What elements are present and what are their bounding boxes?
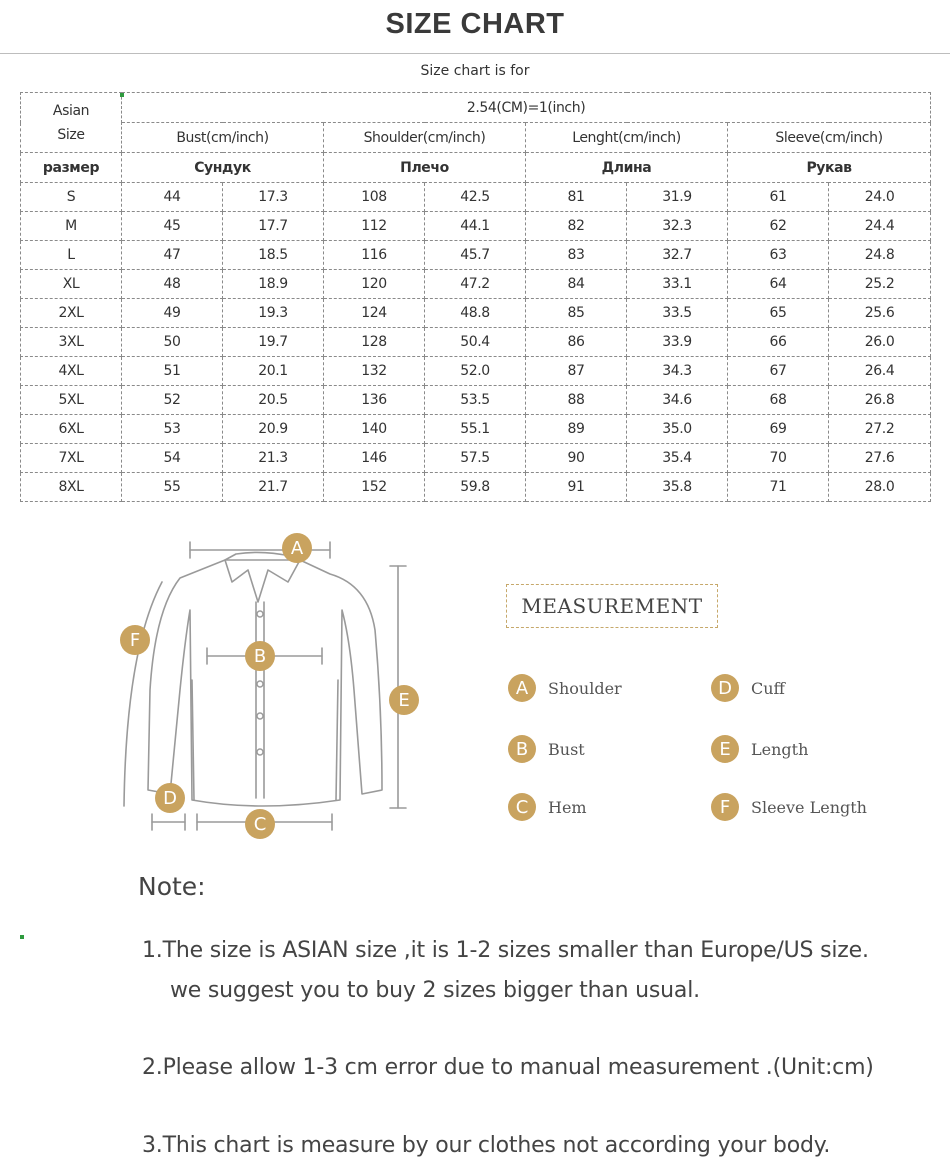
legend-label-hem: Hem <box>548 797 587 817</box>
value-cell: 69 <box>728 415 829 444</box>
value-cell: 85 <box>526 299 627 328</box>
value-cell: 55 <box>122 473 223 502</box>
value-cell: 19.7 <box>223 328 324 357</box>
value-cell: 24.8 <box>829 241 931 270</box>
value-cell: 24.4 <box>829 212 931 241</box>
legend-letter-f: F <box>711 793 739 821</box>
value-cell: 20.9 <box>223 415 324 444</box>
svg-text:A: A <box>290 538 304 559</box>
measurement-title: MEASUREMENT <box>506 584 718 628</box>
asian-size-header <box>21 93 122 153</box>
legend-letter-d: D <box>711 674 739 702</box>
table-header-row <box>21 93 931 123</box>
value-cell: 35.4 <box>627 444 728 473</box>
value-cell: 47.2 <box>425 270 526 299</box>
value-cell: 25.6 <box>829 299 931 328</box>
value-cell: 48 <box>122 270 223 299</box>
column-header-bust: Bust(cm/inch) <box>122 123 324 153</box>
value-cell: 108 <box>324 183 425 212</box>
conversion-header: 2.54(CM)=1(inch) <box>122 93 931 123</box>
legend-length <box>711 734 808 764</box>
table-row <box>21 473 931 502</box>
value-cell: 120 <box>324 270 425 299</box>
title-divider <box>0 53 950 54</box>
size-cell: XL <box>21 270 122 299</box>
value-cell: 83 <box>526 241 627 270</box>
russian-sleeve-header: Рукав <box>728 153 931 183</box>
value-cell: 116 <box>324 241 425 270</box>
value-cell: 61 <box>728 183 829 212</box>
value-cell: 62 <box>728 212 829 241</box>
table-column-row <box>21 123 931 153</box>
value-cell: 53 <box>122 415 223 444</box>
table-row <box>21 270 931 299</box>
value-cell: 49 <box>122 299 223 328</box>
svg-text:B: B <box>253 646 267 667</box>
value-cell: 25.2 <box>829 270 931 299</box>
value-cell: 33.5 <box>627 299 728 328</box>
value-cell: 32.7 <box>627 241 728 270</box>
note-line-3: 3.This chart is measure by our clothes not according your body. <box>142 1133 831 1158</box>
value-cell: 21.3 <box>223 444 324 473</box>
value-cell: 18.5 <box>223 241 324 270</box>
table-row <box>21 415 931 444</box>
legend-cuff <box>711 673 785 703</box>
table-row <box>21 299 931 328</box>
note-line-1-continued: we suggest you to buy 2 sizes bigger than usual. <box>170 978 700 1003</box>
value-cell: 136 <box>324 386 425 415</box>
value-cell: 63 <box>728 241 829 270</box>
table-row <box>21 444 931 473</box>
value-cell: 87 <box>526 357 627 386</box>
value-cell: 33.9 <box>627 328 728 357</box>
value-cell: 27.2 <box>829 415 931 444</box>
value-cell: 26.4 <box>829 357 931 386</box>
size-cell: 5XL <box>21 386 122 415</box>
value-cell: 88 <box>526 386 627 415</box>
value-cell: 26.0 <box>829 328 931 357</box>
russian-length-header: Длина <box>526 153 728 183</box>
value-cell: 64 <box>728 270 829 299</box>
value-cell: 84 <box>526 270 627 299</box>
marker-b <box>245 641 275 671</box>
asian-label: Asian <box>52 102 90 119</box>
value-cell: 55.1 <box>425 415 526 444</box>
value-cell: 34.3 <box>627 357 728 386</box>
value-cell: 20.5 <box>223 386 324 415</box>
value-cell: 152 <box>324 473 425 502</box>
value-cell: 89 <box>526 415 627 444</box>
value-cell: 52.0 <box>425 357 526 386</box>
russian-header-row <box>21 153 931 183</box>
value-cell: 47 <box>122 241 223 270</box>
legend-sleeve-length <box>711 792 867 822</box>
russian-bust-header: Сундук <box>122 153 324 183</box>
column-header-length: Lenght(cm/inch) <box>526 123 728 153</box>
value-cell: 91 <box>526 473 627 502</box>
value-cell: 59.8 <box>425 473 526 502</box>
legend-letter-b: B <box>508 735 536 763</box>
corner-mark <box>120 93 124 97</box>
table-row <box>21 241 931 270</box>
note-line-2: 2.Please allow 1-3 cm error due to manual measurement .(Unit:cm) <box>142 1055 874 1080</box>
value-cell: 90 <box>526 444 627 473</box>
shirt-diagram <box>110 530 440 840</box>
size-cell: 2XL <box>21 299 122 328</box>
size-label: Size <box>57 126 85 143</box>
value-cell: 28.0 <box>829 473 931 502</box>
marker-f <box>120 625 150 655</box>
value-cell: 44.1 <box>425 212 526 241</box>
legend-label-length: Length <box>751 739 809 759</box>
legend-label-shoulder: Shoulder <box>548 678 622 698</box>
value-cell: 34.6 <box>627 386 728 415</box>
legend-letter-e: E <box>711 735 739 763</box>
value-cell: 54 <box>122 444 223 473</box>
russian-shoulder-header: Плечо <box>324 153 526 183</box>
value-cell: 35.8 <box>627 473 728 502</box>
value-cell: 17.7 <box>223 212 324 241</box>
size-cell: S <box>21 183 122 212</box>
value-cell: 128 <box>324 328 425 357</box>
value-cell: 33.1 <box>627 270 728 299</box>
value-cell: 42.5 <box>425 183 526 212</box>
shirt-outline <box>148 560 382 806</box>
table-row <box>21 183 931 212</box>
table-row <box>21 357 931 386</box>
value-cell: 140 <box>324 415 425 444</box>
table-row <box>21 212 931 241</box>
shirt-button <box>257 681 263 687</box>
value-cell: 32.3 <box>627 212 728 241</box>
value-cell: 31.9 <box>627 183 728 212</box>
column-header-shoulder: Shoulder(cm/inch) <box>324 123 526 153</box>
legend-bust <box>508 734 585 764</box>
value-cell: 71 <box>728 473 829 502</box>
column-header-sleeve: Sleeve(cm/inch) <box>728 123 931 153</box>
legend-label-bust: Bust <box>548 739 585 759</box>
value-cell: 21.7 <box>223 473 324 502</box>
size-cell: 7XL <box>21 444 122 473</box>
value-cell: 81 <box>526 183 627 212</box>
value-cell: 19.3 <box>223 299 324 328</box>
marker-e <box>389 685 419 715</box>
value-cell: 17.3 <box>223 183 324 212</box>
value-cell: 50 <box>122 328 223 357</box>
value-cell: 20.1 <box>223 357 324 386</box>
value-cell: 57.5 <box>425 444 526 473</box>
value-cell: 35.0 <box>627 415 728 444</box>
value-cell: 24.0 <box>829 183 931 212</box>
legend-letter-a: A <box>508 674 536 702</box>
value-cell: 27.6 <box>829 444 931 473</box>
value-cell: 65 <box>728 299 829 328</box>
svg-text:F: F <box>129 630 141 651</box>
value-cell: 82 <box>526 212 627 241</box>
value-cell: 50.4 <box>425 328 526 357</box>
size-cell: 3XL <box>21 328 122 357</box>
value-cell: 45 <box>122 212 223 241</box>
shirt-button <box>257 713 263 719</box>
value-cell: 51 <box>122 357 223 386</box>
table-row <box>21 386 931 415</box>
note-line-1: 1.The size is ASIAN size ,it is 1-2 sizes smaller than Europe/US size. <box>142 938 869 963</box>
russian-size-header: размер <box>21 153 122 183</box>
value-cell: 67 <box>728 357 829 386</box>
size-cell: 6XL <box>21 415 122 444</box>
page-title: SIZE CHART <box>385 8 565 40</box>
value-cell: 18.9 <box>223 270 324 299</box>
shirt-button <box>257 749 263 755</box>
marker-d <box>155 783 185 813</box>
value-cell: 86 <box>526 328 627 357</box>
chart-subtitle: Size chart is for <box>420 63 530 79</box>
value-cell: 26.8 <box>829 386 931 415</box>
table-row <box>21 328 931 357</box>
svg-text:D: D <box>163 788 177 809</box>
size-cell: L <box>21 241 122 270</box>
marker-a <box>282 533 312 563</box>
value-cell: 146 <box>324 444 425 473</box>
value-cell: 124 <box>324 299 425 328</box>
value-cell: 52 <box>122 386 223 415</box>
legend-shoulder <box>508 673 622 703</box>
notes-title: Note: <box>138 872 206 901</box>
legend-label-cuff: Cuff <box>751 678 785 698</box>
size-cell: M <box>21 212 122 241</box>
value-cell: 45.7 <box>425 241 526 270</box>
svg-text:C: C <box>253 814 267 835</box>
svg-text:E: E <box>398 690 410 711</box>
shirt-button <box>257 611 263 617</box>
value-cell: 53.5 <box>425 386 526 415</box>
value-cell: 70 <box>728 444 829 473</box>
value-cell: 68 <box>728 386 829 415</box>
value-cell: 66 <box>728 328 829 357</box>
value-cell: 132 <box>324 357 425 386</box>
marker-c <box>245 809 275 839</box>
value-cell: 112 <box>324 212 425 241</box>
size-cell: 8XL <box>21 473 122 502</box>
size-table <box>20 92 931 502</box>
legend-letter-c: C <box>508 793 536 821</box>
corner-mark <box>20 935 24 939</box>
value-cell: 44 <box>122 183 223 212</box>
legend-label-sleeve-length: Sleeve Length <box>751 797 867 817</box>
legend-hem <box>508 792 587 822</box>
size-cell: 4XL <box>21 357 122 386</box>
value-cell: 48.8 <box>425 299 526 328</box>
